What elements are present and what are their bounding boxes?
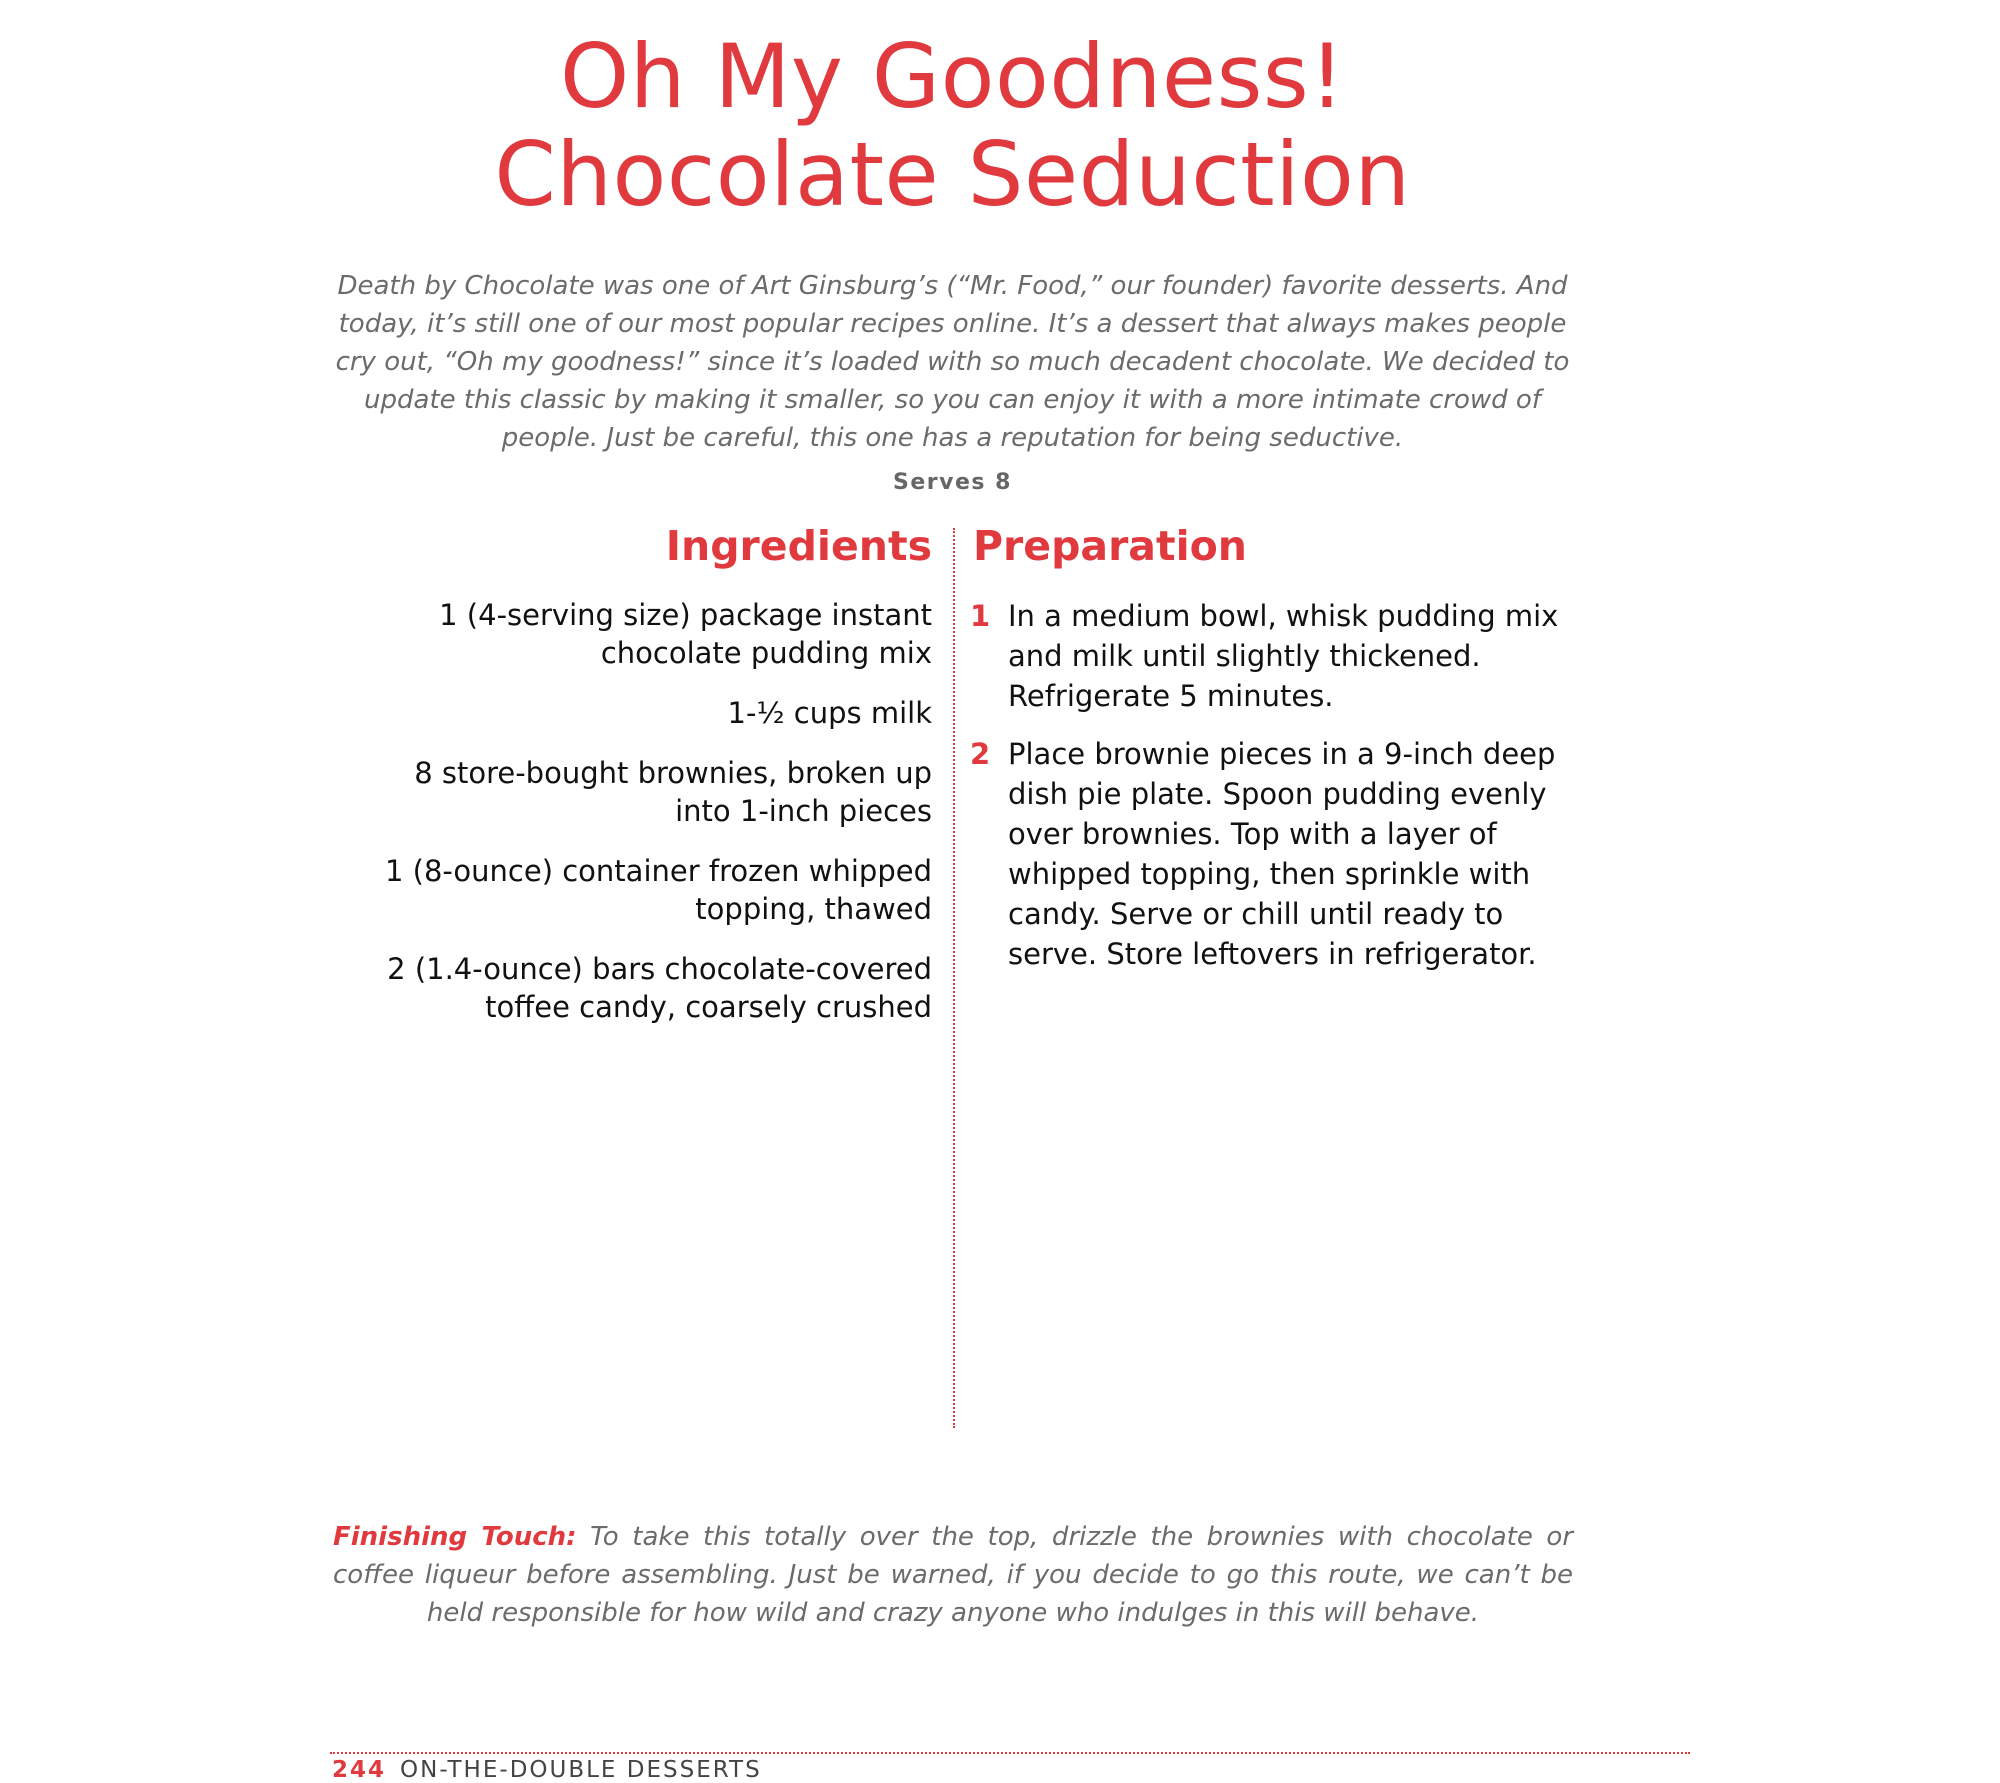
ingredients-list — [372, 596, 932, 1048]
ingredient-item: 2 (1.4-ounce) bars chocolate-covered toffee candy, coarsely crushed — [387, 952, 932, 1024]
step-text: Place brownie pieces in a 9-inch deep dish pie plate. Spoon pudding evenly over brownies. Top with a layer of whipped topping, then sprinkle with candy. Serve or chill until ready to serve. Store leftovers in refrigerator. — [1008, 737, 1556, 971]
preparation-step — [970, 596, 1570, 716]
finishing-touch-text: To take this totally over the top, drizzle the brownies with chocolate or coffee liqueur before assembling. Just be warned, if you decide to go this route, we can’t be held responsible for how wild and crazy anyone who indulges in this will behave. — [333, 1522, 1574, 1628]
recipe-intro: Death by Chocolate was one of Art Ginsburg’s (“Mr. Food,” our founder) favorite desserts. And today, it’s still one of our most popular recipes online. It’s a dessert that always makes people cry out, “Oh my goodness!” since it’s loaded with so much decadent chocolate. We decided to update this classic by making it smaller, so you can enjoy it with a more intimate crowd of people. Just be careful, this one has a reputation for being seductive. — [335, 271, 1570, 453]
section-name: ON-THE-DOUBLE DESSERTS — [400, 1757, 762, 1783]
preparation-heading: Preparation — [973, 522, 1247, 570]
serves-count: Serves 8 — [893, 470, 1012, 495]
footer-rule — [330, 1752, 1690, 1754]
ingredient-item: 8 store-bought brownies, broken up into 1-inch pieces — [414, 756, 932, 828]
step-text: In a medium bowl, whisk pudding mix and milk until slightly thickened. Refrigerate 5 minutes. — [1008, 599, 1559, 713]
ingredient-item: 1 (4-serving size) package instant chocolate pudding mix — [439, 598, 932, 670]
ingredient-item: 1-½ cups milk — [727, 696, 932, 730]
preparation-steps — [970, 596, 1570, 992]
step-number: 1 — [970, 599, 991, 633]
finishing-touch-label: Finishing Touch: — [333, 1522, 577, 1552]
page-number: 244 — [332, 1757, 387, 1783]
recipe-title — [0, 25, 1905, 226]
finishing-touch — [333, 1518, 1573, 1632]
page-footer — [332, 1757, 762, 1783]
preparation-step — [970, 734, 1570, 974]
recipe-title-line-1: Oh My Goodness! — [559, 25, 1346, 128]
ingredients-heading: Ingredients — [665, 522, 932, 570]
column-divider — [953, 528, 955, 1428]
ingredient-item: 1 (8-ounce) container frozen whipped topping, thawed — [384, 854, 932, 926]
recipe-title-line-2: Chocolate Seduction — [494, 123, 1411, 226]
step-number: 2 — [970, 737, 991, 771]
